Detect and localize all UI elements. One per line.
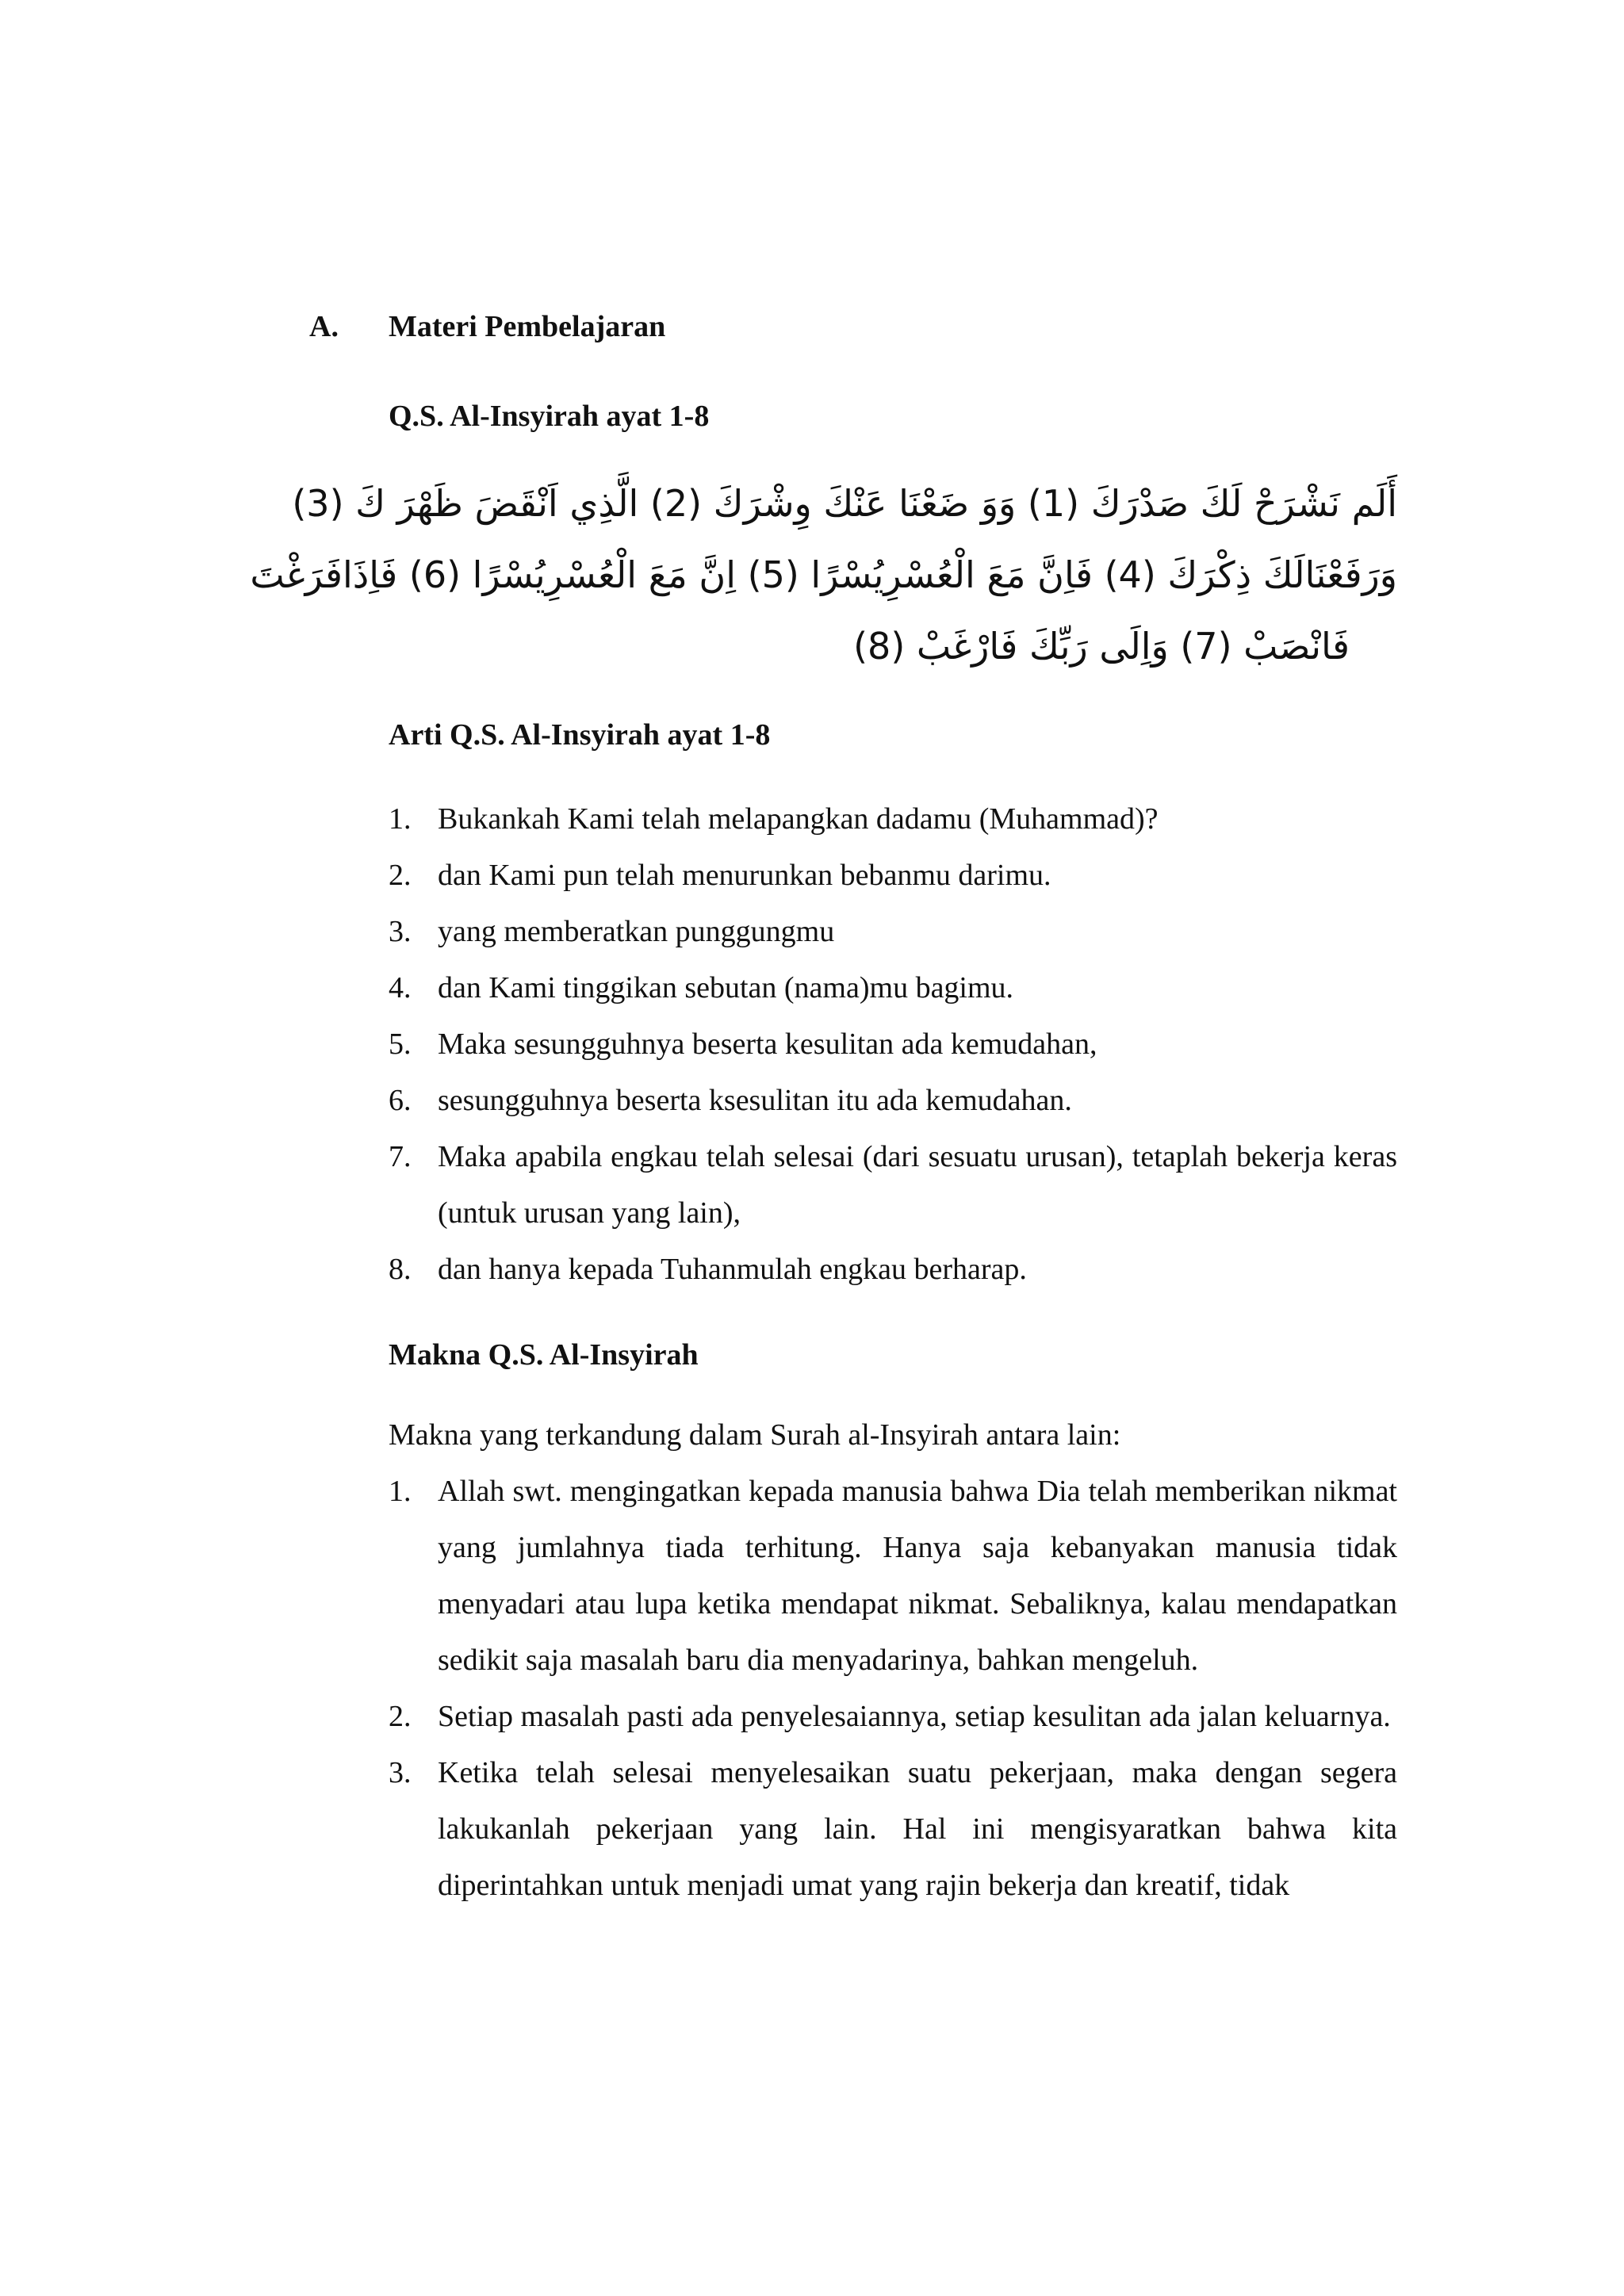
makna-item-number: 3.	[389, 1756, 412, 1789]
arti-item	[389, 960, 1397, 1016]
makna-item-text: Setiap masalah pasti ada penyelesaiannya, setiap kesulitan ada jalan keluarnya.	[438, 1700, 1391, 1733]
arti-item-text: dan Kami tinggikan sebutan (nama)mu bagimu.	[438, 971, 1014, 1004]
arti-item-text: dan hanya kepada Tuhanmulah engkau berharap.	[438, 1253, 1027, 1286]
arabic-verses	[250, 468, 1397, 682]
arti-list	[389, 791, 1397, 1298]
arti-heading: Arti Q.S. Al-Insyirah ayat 1-8	[389, 718, 771, 752]
arti-item-text: sesungguhnya beserta ksesulitan itu ada kemudahan.	[438, 1084, 1072, 1117]
arti-item-number: 4.	[389, 971, 412, 1004]
arti-item-text: dan Kami pun telah menurunkan bebanmu darimu.	[438, 859, 1051, 892]
surah-heading: Q.S. Al-Insyirah ayat 1-8	[389, 400, 710, 433]
arti-item-text: Maka sesungguhnya beserta kesulitan ada kemudahan,	[438, 1027, 1097, 1061]
arti-item	[389, 1129, 1397, 1242]
arti-item	[389, 1016, 1397, 1073]
makna-item-text: Ketika telah selesai menyelesaikan suatu pekerjaan, maka dengan segera lakukanlah pekerjaan yang lain. Hal ini mengisyaratkan bahwa kita diperintahkan untuk menjadi umat yang rajin bekerja dan kreatif, tidak	[438, 1756, 1397, 1902]
arti-item-text: Maka apabila engkau telah selesai (dari sesuatu urusan), tetaplah bekerja keras (untuk urusan yang lain),	[438, 1140, 1397, 1230]
arti-item-number: 2.	[389, 859, 412, 892]
makna-item	[389, 1689, 1397, 1745]
arti-item-number: 8.	[389, 1253, 412, 1286]
makna-intro: Makna yang terkandung dalam Surah al-Insyirah antara lain:	[389, 1418, 1121, 1452]
arabic-line-2: وَرَفَعْنَالَكَ ذِكْرَكَ (4) فَاِنَّ مَعَ الْعُسْرِيُسْرًا (5) اِنَّ مَعَ الْعُسْرِيُسْرًا (6) فَاِذَافَرَغْتَ	[250, 553, 1397, 596]
arti-item-number: 7.	[389, 1140, 412, 1173]
arti-item-number: 1.	[389, 802, 412, 836]
section-letter: A.	[309, 310, 339, 343]
makna-item	[389, 1464, 1397, 1689]
makna-heading: Makna Q.S. Al-Insyirah	[389, 1338, 699, 1372]
arti-item-text: yang memberatkan punggungmu	[438, 915, 835, 948]
arti-item	[389, 1242, 1397, 1298]
arti-item-number: 5.	[389, 1027, 412, 1061]
makna-item-text: Allah swt. mengingatkan kepada manusia bahwa Dia telah memberikan nikmat yang jumlahnya tiada terhitung. Hanya saja kebanyakan manusia tidak menyadari atau lupa ketika mendapat nikmat. Sebaliknya, kalau mendapatkan sedikit saja masalah baru dia menyadarinya, bahkan mengeluh.	[438, 1475, 1397, 1677]
arti-item	[389, 1073, 1397, 1129]
arabic-line-1: أَلَم نَشْرَحْ لَكَ صَدْرَكَ (1) وَوَ ضَعْنَا عَنْكَ وِشْرَكَ (2) الَّذِي اَنْقَضَ ظَهْرَ كَ (3)	[292, 482, 1397, 525]
arti-item	[389, 904, 1397, 960]
section-title: Materi Pembelajaran	[389, 310, 666, 343]
makna-item-number: 2.	[389, 1700, 412, 1733]
arti-item-text: Bukankah Kami telah melapangkan dadamu (Muhammad)?	[438, 802, 1159, 836]
makna-item-number: 1.	[389, 1475, 412, 1508]
arti-item-number: 3.	[389, 915, 412, 948]
makna-item	[389, 1745, 1397, 1914]
arti-item	[389, 791, 1397, 848]
arabic-line-3: فَانْصَبْ (7) وَاِلَى رَبِّكَ فَارْغَبْ (8)	[853, 625, 1350, 668]
arti-item-number: 6.	[389, 1084, 412, 1117]
makna-list	[389, 1464, 1397, 1914]
arti-item	[389, 848, 1397, 904]
